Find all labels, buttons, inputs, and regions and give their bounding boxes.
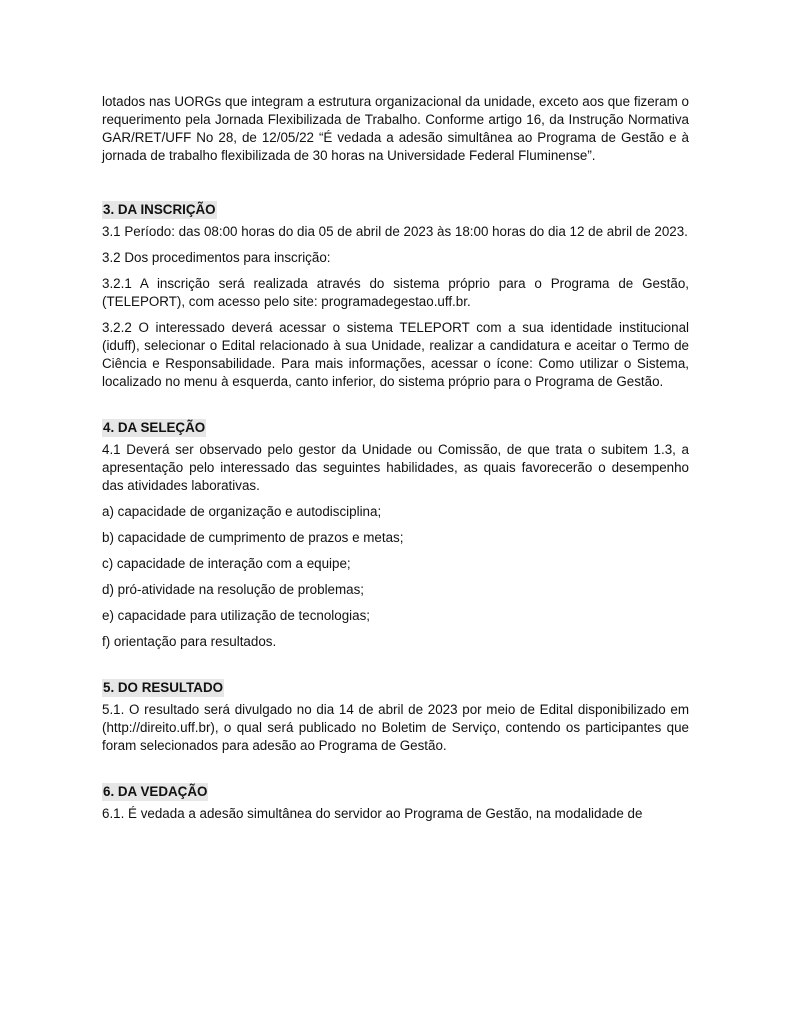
paragraph-3-2-1: 3.2.1 A inscrição será realizada através do sistema próprio para o Programa de Gestão, (TELEPORT), com acesso pelo site: programadegestao.uff.br. [102,276,689,309]
list-item: c) capacidade de interação com a equipe; [102,556,351,571]
paragraph-3-1: 3.1 Período: das 08:00 horas do dia 05 de abril de 2023 às 18:00 horas do dia 12 de abril de 2023. [102,224,688,239]
list-item: e) capacidade para utilização de tecnologias; [102,608,370,623]
section-6-heading: 6. DA VEDAÇÃO [103,784,208,799]
section-3 [102,201,689,391]
section-6 [102,783,689,823]
section-4 [102,419,689,651]
section-5-heading: 5. DO RESULTADO [103,680,224,695]
list-item: b) capacidade de cumprimento de prazos e metas; [102,530,404,545]
paragraph-3-2-2: 3.2.2 O interessado deverá acessar o sistema TELEPORT com a sua identidade institucional (iduff), selecionar o Edital relacionado à sua Unidade, realizar a candidatura e aceitar o Termo de Ciência e Responsabilidade. Para mais informações, acessar o ícone: Como utilizar o Sistema, localizado no menu à esquerda, canto inferior, do sistema próprio para o Programa de Gestão. [102,320,689,389]
section-5 [102,679,689,755]
paragraph-4-1: 4.1 Deverá ser observado pelo gestor da Unidade ou Comissão, de que trata o subitem 1.3, a apresentação pelo interessado das seguintes habilidades, as quais favorecerão o desempenho das atividades laborativas. [102,442,689,493]
list-item: d) pró-atividade na resolução de problemas; [102,582,365,597]
section-4-heading: 4. DA SELEÇÃO [103,420,206,435]
paragraph-5-1: 5.1. O resultado será divulgado no dia 14 de abril de 2023 por meio de Edital disponibilizado em (http://direito.uff.br), o qual será publicado no Boletim de Serviço, contendo os participantes que foram selecionados para adesão ao Programa de Gestão. [102,702,689,753]
paragraph-6-1: 6.1. É vedada a adesão simultânea do servidor ao Programa de Gestão, na modalidade de [102,806,643,821]
list-item: f) orientação para resultados. [102,634,277,649]
list-item: a) capacidade de organização e autodisciplina; [102,504,382,519]
intro-paragraph: lotados nas UORGs que integram a estrutura organizacional da unidade, exceto aos que fizeram o requerimento pela Jornada Flexibilizada de Trabalho. Conforme artigo 16, da Instrução Normativa GAR/RET/UFF No 28, de 12/05/22 “É vedada a adesão simultânea ao Programa de Gestão e à jornada de trabalho flexibilizada de 30 horas na Universidade Federal Fluminense”. [102,94,689,163]
paragraph-3-2: 3.2 Dos procedimentos para inscrição: [102,250,331,265]
section-3-heading: 3. DA INSCRIÇÃO [103,202,216,217]
